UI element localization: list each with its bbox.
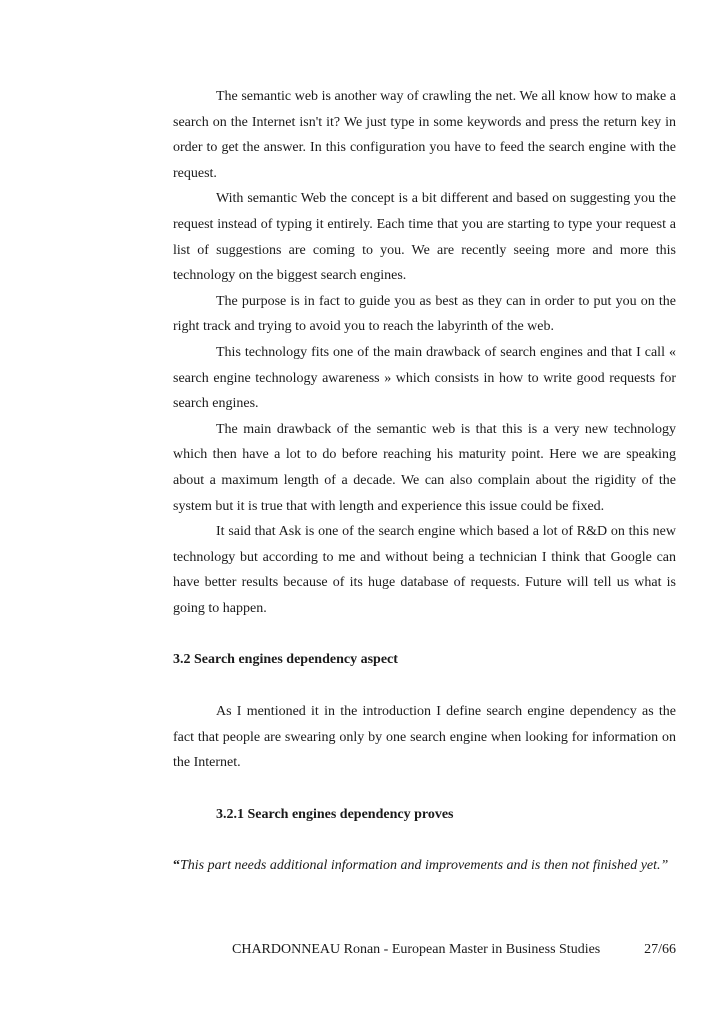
- paragraph: The purpose is in fact to guide you as best as they can in order to put you on the right track and trying to avoid you to reach the labyrinth of the web.: [173, 293, 676, 335]
- note-text: This part needs additional information and improvements and is then not finished yet.”: [180, 858, 669, 874]
- paragraph: As I mentioned it in the introduction I define search engine dependency as the fact that people are swearing only by one search engine when looking for information on the Internet.: [173, 704, 676, 771]
- paragraph: It said that Ask is one of the search engine which based a lot of R&D on this new technology but according to me and without being a technician I think that Google can have better results because of its huge database of requests. Future will tell us what is going to happen.: [173, 524, 676, 616]
- unfinished-note: [173, 853, 676, 879]
- paragraph: This technology fits one of the main drawback of search engines and that I call « search engine technology awareness » which consists in how to write good requests for search engines.: [173, 344, 676, 412]
- paragraph: With semantic Web the concept is a bit different and based on suggesting you the request instead of typing it entirely. Each time that you are starting to type your request a list of suggestions are coming to you. We are recently seeing more and more this technology on the biggest search engines.: [173, 191, 676, 284]
- subsection-heading: 3.2.1 Search engines dependency proves: [216, 806, 454, 822]
- page-footer: [232, 941, 676, 959]
- paragraph: The main drawback of the semantic web is that this is a very new technology which then have a lot to do before reaching his maturity point. Here we are speaking about a maximum length of a decade. We can also complain about the rigidity of the system but it is true that with length and experience this issue could be fixed.: [173, 421, 676, 514]
- page-body: [173, 84, 676, 879]
- footer-author-line: CHARDONNEAU Ronan - European Master in Business Studies: [232, 942, 601, 957]
- section-heading: 3.2 Search engines dependency aspect: [173, 652, 398, 668]
- note-open-quote: “: [173, 858, 180, 874]
- page-number: 27/66: [644, 942, 676, 957]
- paragraph: The semantic web is another way of crawling the net. We all know how to make a search on the Internet isn't it? We just type in some keywords and press the return key in order to get the answer. In this configuration you have to feed the search engine with the request.: [173, 89, 676, 181]
